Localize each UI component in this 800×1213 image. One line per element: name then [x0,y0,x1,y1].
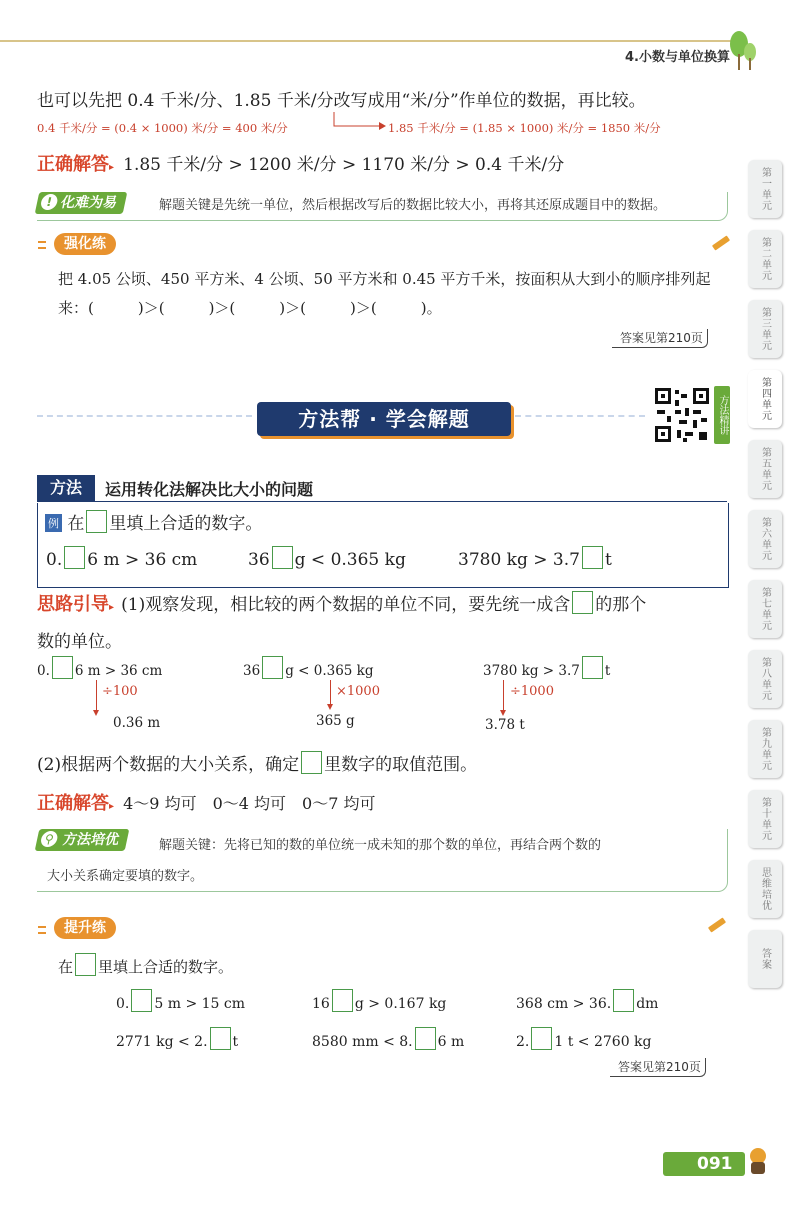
thinking-step2: (2)根据两个数据的大小关系，确定 里数字的取值范围。 [37,750,477,775]
page-footer [663,1152,745,1176]
p2-q5: 8580 mm < 8. 6 m [312,1027,464,1050]
p2-q3: 368 cm > 36. dm [516,989,658,1012]
answer-box [86,510,107,533]
p2-q1: 0. 5 m > 15 cm [116,989,245,1012]
tip-box-2 [37,829,728,892]
magnifier-icon: ⚲ [40,831,59,847]
page-number: 091 [697,1154,733,1174]
p2-q2: 16 g > 0.167 kg [312,989,446,1012]
practice1-question: 把 4.05 公顷、450 平方米、4 公顷、50 平方米和 0.45 平方千米，按面积从大到小的顺序排列起 [58,270,711,288]
pencil-icon [708,917,726,932]
correct-answer-text: 4～9 均可 0～4 均可 0～7 均可 [123,794,376,813]
intro-text: 也可以先把 0.4 千米/分、1.85 千米/分改写成用“米/分”作单位的数据，再比较。 [37,91,646,111]
correct-answer-1: 正确解答▸ 1.85 千米/分 > 1200 米/分 > 1170 米/分 > 0.4 千米/分 [37,154,565,175]
tip-badge-1: ! 化难为易 [35,192,128,214]
correct-answer-label: 正确解答 [37,154,109,175]
arrow-down-1 [96,680,97,714]
conv-1: 0. 6 m > 36 cm [37,656,162,679]
conv-result-2: 365 g [316,713,355,729]
arrow-down-2 [330,680,331,708]
practice-badge-2: 提升练 [54,917,116,939]
unit-tab[interactable]: 第九单元 [748,720,782,778]
correct-answer-label: 正确解答 [37,793,109,814]
qr-code-icon[interactable] [653,386,711,444]
section-divider-right [515,415,645,417]
qr-label: 方法精讲 [714,386,730,444]
tip-text-2a: 解题关键：先将已知的数的单位统一成未知的那个数的单位，再结合两个数的 [159,838,602,853]
conv-op-3: ÷1000 [510,684,554,699]
section-banner [257,402,511,436]
example-q3: 3780 kg > 3.7 t [458,546,612,570]
header-rule [0,40,740,42]
unit-tab[interactable]: 第六单元 [748,510,782,568]
conv-op-2: ×1000 [336,684,380,699]
unit-tab[interactable]: 第五单元 [748,440,782,498]
unit-tab[interactable]: 第一单元 [748,160,782,218]
conv-3: 3780 kg > 3.7 t [483,656,610,679]
conversion-arrow [333,111,389,133]
example-q2: 36 g < 0.365 kg [248,546,406,570]
thinking-step1-cont: 数的单位。 [37,632,122,652]
unit-tab[interactable]: 答案 [748,930,782,988]
tip-box-1 [37,192,728,221]
unit-tab[interactable]: 第四单元 [748,370,782,428]
unit-tab[interactable]: 第十单元 [748,790,782,848]
method-badge: 方法 [37,475,95,501]
arrow-down-3 [503,680,504,714]
conv-2: 36 g < 0.365 kg [243,656,374,679]
tip-badge-2: ⚲ 方法培优 [35,829,130,851]
thinking-guide: 思路引导▸ (1)观察发现，相比较的两个数据的单位不同，要先统一成含 的那个 [37,590,646,616]
practice1-blanks: 来：( )＞( )＞( )＞( )＞( )。 [58,299,442,317]
answer-reference-1: 答案见第210页 [612,329,708,348]
tree-icon [728,30,758,72]
thinking-label: 思路引导 [37,594,109,615]
practice2-prompt: 在 里填上合适的数字。 [58,953,233,977]
conv-result-3: 3.78 t [485,717,525,733]
method-title: 运用转化法解决比大小的问题 [105,480,314,499]
correct-answer-text: 1.85 千米/分 > 1200 米/分 > 1170 米/分 > 0.4 千米/分 [123,155,565,175]
unit-tab[interactable]: 第三单元 [748,300,782,358]
section-divider-left [37,415,252,417]
exclamation-icon: ! [40,194,59,210]
practice-badge-1: 强化练 [54,233,116,255]
p2-q6: 2. 1 t < 2760 kg [516,1027,652,1050]
section-title: 方法帮 · 学会解题 [298,407,470,431]
p2-q4: 2771 kg < 2. t [116,1027,238,1050]
example-badge: 例 [45,514,62,532]
tip-text-2b: 大小关系确定要填的数字。 [47,869,204,884]
pencil-icon [712,235,730,250]
example-q1: 0. 6 m > 36 cm [46,546,197,570]
answer-reference-2: 答案见第210页 [610,1058,706,1077]
conv-result-1: 0.36 m [113,715,161,731]
method-header [37,475,727,502]
tip-text-1: 解题关键是先统一单位，然后根据改写后的数据比较大小，再将其还原成题目中的数据。 [159,198,667,213]
unit-tab[interactable]: 第二单元 [748,230,782,288]
example-prompt: 例 在 里填上合适的数字。 [45,509,262,534]
mascot-icon [745,1144,771,1178]
unit-tab[interactable]: 第七单元 [748,580,782,638]
conversion-left: 0.4 千米/分 = (0.4 × 1000) 米/分 = 400 米/分 [37,121,288,135]
chapter-title: 4.小数与单位换算 [625,50,730,65]
correct-answer-2: 正确解答▸ 4～9 均可 0～4 均可 0～7 均可 [37,793,376,814]
conversion-right: 1.85 千米/分 = (1.85 × 1000) 米/分 = 1850 米/分 [388,121,661,135]
unit-tab[interactable]: 思维培优 [748,860,782,918]
unit-tab[interactable]: 第八单元 [748,650,782,708]
conv-op-1: ÷100 [102,684,138,699]
